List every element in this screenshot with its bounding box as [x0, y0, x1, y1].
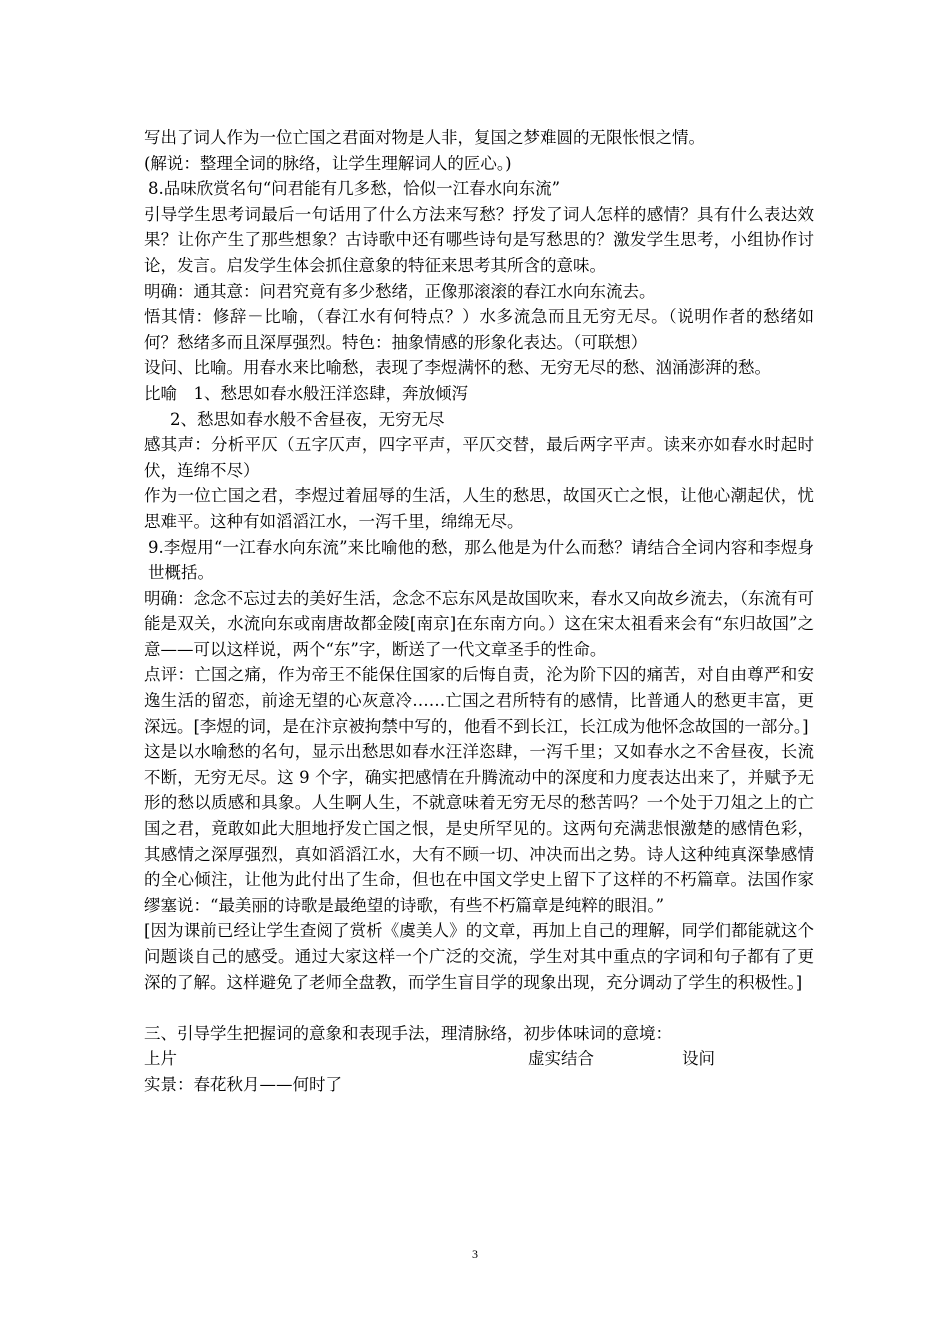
paragraph: 2、愁思如春水般不舍昼夜，无穷无尽	[170, 409, 445, 429]
outline-col-2: 虚实结合	[528, 1049, 594, 1069]
section-heading: 三、引导学生把握词的意象和表现手法，理清脉络，初步体味词的意境：	[144, 1023, 672, 1043]
section-heading: 9.李煜用“一江春水向东流”来比喻他的愁，那么他是为什么而愁？请结合全词内容和李煜身世概括。	[148, 537, 814, 583]
paragraph: 引导学生思考词最后一句话用了什么方法来写愁？抒发了词人怎样的感情？具有什么表达效果？让你产生了那些想象？古诗歌中还有哪些诗句是写愁思的？激发学生思考，小组协作讨论，发言。启发学生体会抓住意象的特征来思考其所含的意味。	[144, 204, 814, 275]
section-heading: 8.品味欣赏名句“问君能有几多愁，恰似一江春水向东流”	[148, 179, 561, 199]
paragraph: 作为一位亡国之君，李煜过着屈辱的生活，人生的愁思，故国灭亡之恨，让他心潮起伏，忧思难平。这种有如滔滔江水，一泻千里，绵绵无尽。	[144, 486, 814, 531]
outline-col-3: 设问	[682, 1049, 715, 1069]
paragraph: 这是以水喻愁的名句，显示出愁思如春水汪洋恣肆，一泻千里；又如春水之不舍昼夜，长流不断，无穷无尽。这 9 个字，确实把感情在升腾流动中的深度和力度表达出来了，并赋予无形的愁以质感和具象。人生啊人生，不就意味着无穷无尽的愁苦吗？一个处于刀俎之上的亡国之君，竟敢如此大胆地抒发亡国之恨，是史所罕见的。这两句充满悲恨激楚的感情色彩，其感情之深厚强烈，真如滔滔江水，大有不顾一切、冲决而出之势。诗人这种纯真深挚感情的全心倾注，让他为此付出了生命，但也在中国文学史上留下了这样的不朽篇章。法国作家缪塞说：“最美丽的诗歌是最绝望的诗歌，有些不朽篇章是纯粹的眼泪。”	[144, 742, 814, 915]
paragraph: 实景：春花秋月——何时了	[144, 1074, 342, 1094]
blank-line	[144, 995, 814, 1021]
paragraph: 明确：念念不忘过去的美好生活，念念不忘东风是故国吹来，春水又向故乡流去，（东流有可能是双关，水流向东或南唐故都金陵[南京]在东南方向。）这在宋太祖看来会有“东归故国”之意——可以这样说，两个“东”字，断送了一代文章圣手的性命。	[144, 588, 814, 659]
paragraph: 写出了词人作为一位亡国之君面对物是人非，复国之梦难圆的无限怅恨之情。	[144, 128, 705, 147]
paragraph: 悟其情：修辞－比喻，（春江水有何特点？）水多流急而且无穷无尽。（说明作者的愁绪如何？愁绪多而且深厚强烈。特色：抽象情感的形象化表达。（可联想）	[144, 307, 814, 352]
paragraph: 明确：通其意：问君究竟有多少愁绪，正像那滚滚的春江水向东流去。	[144, 281, 656, 301]
paragraph: 设问、比喻。用春水来比喻愁，表现了李煜满怀的愁、无穷无尽的愁、汹涌澎湃的愁。	[144, 358, 771, 378]
paragraph: (解说：整理全词的脉络，让学生理解词人的匠心。)	[144, 153, 512, 173]
outline-row	[144, 1046, 814, 1072]
paragraph: 感其声：分析平仄（五字仄声，四字平声，平仄交替，最后两字平声。读来亦如春水时起时伏，连绵不尽）	[144, 435, 814, 480]
outline-col-1: 上片	[144, 1049, 177, 1069]
document-body	[144, 125, 814, 1098]
paragraph: 比喻 1、愁思如春水般汪洋恣肆，奔放倾泻	[144, 383, 468, 403]
paragraph: [因为课前已经让学生查阅了赏析《虞美人》的文章，再加上自己的理解，同学们都能就这个问题谈自己的感受。通过大家这样一个广泛的交流，学生对其中重点的字词和句子都有了更深的了解。这样避免了老师全盘教，而学生盲目学的现象出现，充分调动了学生的积极性。]	[144, 921, 814, 992]
page-number: 3	[472, 1247, 478, 1261]
paragraph: 点评：亡国之痛，作为帝王不能保住国家的后悔自责，沦为阶下囚的痛苦，对自由尊严和安逸生活的留恋，前途无望的心灰意冷……亡国之君所特有的感情，比普通人的愁更丰富，更深远。[李煜的词，是在汴京被拘禁中写的，他看不到长江，长江成为他怀念故国的一部分。]	[144, 665, 814, 736]
